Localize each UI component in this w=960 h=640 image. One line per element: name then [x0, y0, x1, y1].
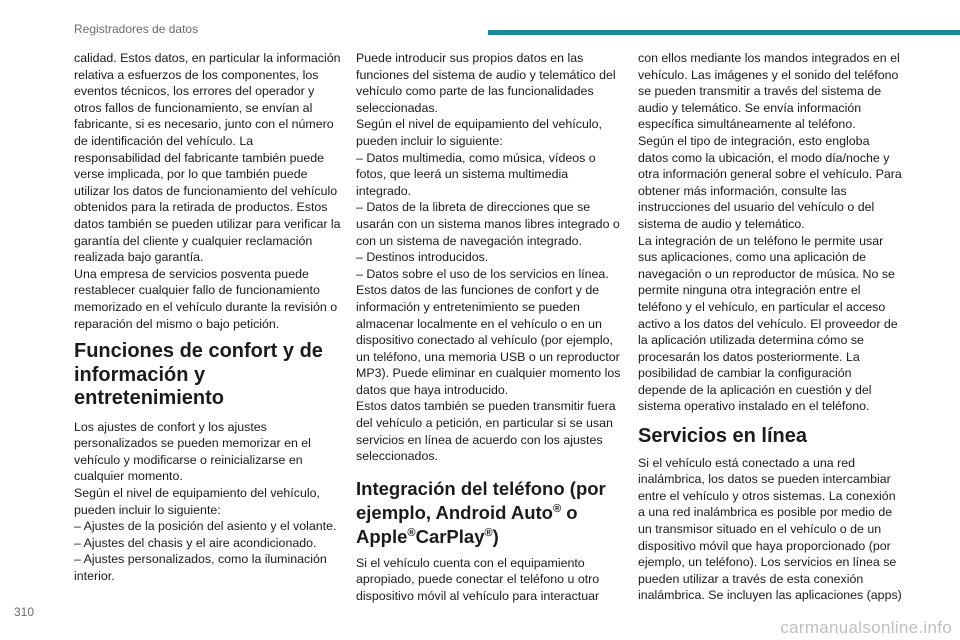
page-number: 310 [14, 605, 35, 619]
accent-bar [488, 30, 960, 35]
paragraph: Según el nivel de equipamiento del vehículo, pueden incluir lo siguiente: [356, 117, 602, 148]
section-heading-confort: Funciones de confort y de información y entretenimiento [74, 340, 323, 410]
heading-text: ) [492, 525, 499, 547]
paragraph: Si el vehículo cuenta con el equipamiento apropiado, puede conectar el teléfono u otro dispositivo móvil al vehículo para interactuar [356, 555, 600, 604]
paragraph: Una empresa de servicios posventa puede restablecer cualquier fallo de funcionamiento memorizado en el vehículo durante la revisión o reparación del mismo o bajo petición. [74, 266, 338, 331]
list-item: – Datos multimedia, como música, vídeos o fotos, que leerá un sistema multimedia integrado. [356, 150, 596, 198]
paragraph: La integración de un teléfono le permite usar sus aplicaciones, como una aplicación de navegación o un reproductor de música. No se permite ninguna otra integración entre el teléfono y el vehículo, en particular el acceso activo a los datos del vehículo. El proveedor de la aplicación utilizada determina cómo se procesarán los datos posteriormente. La posibilidad de cambiar la configuración depende de la aplicación en cuestión y del sistema operativo instalado en el teléfono. [638, 233, 898, 414]
list-item: – Ajustes de la posición del asiento y el volante. [74, 519, 337, 534]
registered-mark: ® [484, 526, 493, 539]
registered-mark: ® [407, 526, 416, 539]
list-item: – Ajustes del chasis y el aire acondicionado. [74, 535, 317, 550]
paragraph: Si el vehículo está conectado a una red inalámbrica, los datos se pueden intercambiar entre el vehículo y otros sistemas. La conexión a una red inalámbrica es posible por medio de un transmisor situado en el vehículo o de un dispositivo móvil que haya proporcionado (por ejemplo, un teléfono). Los servicios en línea se pueden utilizar a través de esta conexión inalámbrica. Se incluyen las aplicaciones (apps) [638, 455, 902, 603]
section-heading-phone-integration [356, 477, 624, 549]
paragraph: Según el tipo de integración, esto engloba datos como la ubicación, el modo día/noche y otra información general sobre el vehículo. Para obtener más información, consulte las instrucciones del usuario del vehículo o del sistema de audio y telemático. [638, 133, 902, 231]
list-item: – Datos de la libreta de direcciones que se usarán con un sistema manos libres integrado o con un sistema de navegación integrado. [356, 200, 620, 248]
paragraph: Los ajustes de confort y los ajustes personalizados se pueden memorizar en el vehículo y modificarse o reinicializarse en cualquier momento. [74, 419, 311, 484]
watermark: carmanualsonline.info [780, 618, 952, 637]
registered-mark: ® [552, 502, 562, 515]
text-column-1 [74, 50, 342, 585]
text-column-2 [356, 50, 624, 605]
paragraph: Según el nivel de equipamiento del vehículo, pueden incluir lo siguiente: [74, 485, 320, 517]
heading-text: Integración del teléfono (por ejemplo, Android Auto [356, 477, 606, 523]
list-item: – Destinos introducidos. [356, 250, 489, 265]
paragraph: Estos datos también se pueden transmitir fuera del vehículo a petición, en particular si se usan servicios en línea de acuerdo con los ajustes seleccionados. [356, 399, 616, 464]
section-title: Registradores de datos [74, 22, 199, 36]
paragraph: calidad. Estos datos, en particular la información relativa a esfuerzos de los componentes, los eventos técnicos, los errores del operador y otros fallos de funcionamiento, se envían al fabricante, si es necesario, junto con el número de identificación del vehículo. La responsabilidad del fabricante también puede verse implicada, por lo que también puede utilizar los datos de funcionamiento del vehículo obtenidos para la retirada de productos. Estos datos también se pueden utilizar para verificar la garantía del cliente y cualquier reclamación realizada bajo garantía. [74, 51, 341, 265]
text-column-3 [638, 50, 902, 604]
paragraph: Puede introducir sus propios datos en las funciones del sistema de audio y telemático del vehículo como parte de las funcionalidades seleccionadas. [356, 51, 616, 115]
heading-text: o Apple [356, 501, 578, 547]
list-item: – Datos sobre el uso de los servicios en línea. [356, 266, 609, 281]
section-heading-online-services: Servicios en línea [638, 425, 807, 448]
paragraph: con ellos mediante los mandos integrados en el vehículo. Las imágenes y el sonido del teléfono se pueden transmitir a través del sistema de audio y telemático. Se envía información específica simultáneamente al teléfono. [638, 51, 900, 132]
paragraph: Estos datos de las funciones de confort y de información y entretenimiento se pueden almacenar localmente en el vehículo o en un dispositivo conectado al vehículo (por ejemplo, un teléfono, una memoria USB o un reproductor MP3). Puede eliminar en cualquier momento los datos que haya introducido. [356, 283, 621, 397]
heading-text: CarPlay [415, 525, 485, 547]
list-item: – Ajustes personalizados, como la iluminación interior. [74, 552, 327, 583]
